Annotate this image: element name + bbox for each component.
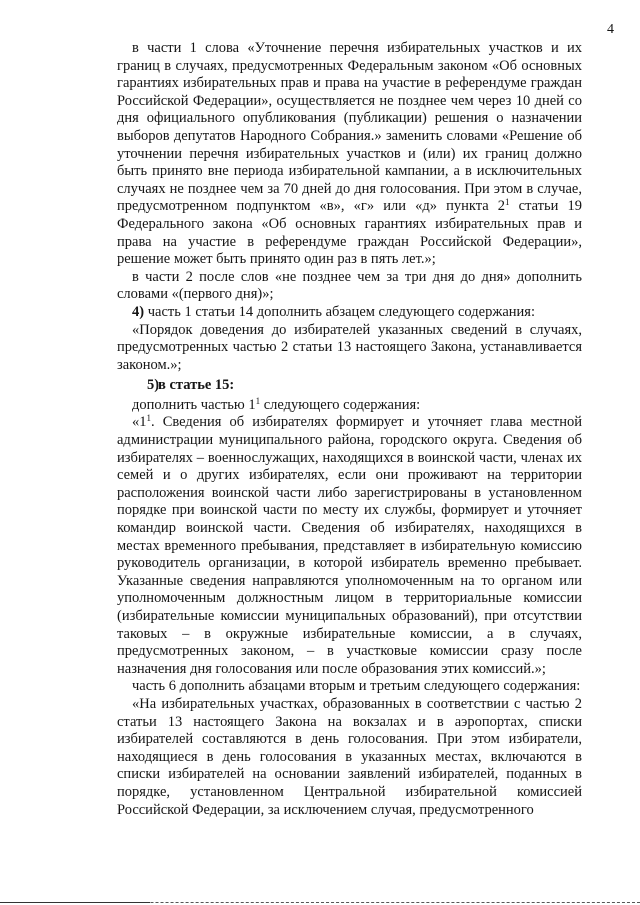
paragraph-item-4: 4) часть 1 статьи 14 дополнить абзацем следующего содержания:: [132, 303, 535, 320]
paragraph-item-4-text: «Порядок доведения до избирателей указанных сведений в случаях, предусмотренных частью 2 статьи 13 настоящего Закона, устанавливается законом.»;: [117, 321, 582, 373]
item-number: 5): [147, 377, 160, 394]
item-number: 4): [132, 303, 145, 320]
superscript: 1: [255, 395, 261, 406]
paragraph-voter-data: «$1^1$. Сведения об избирателях формирует и уточняет глава местной администрации муниципального района, городского округа. Сведения об избирателях – военнослужащих, находящихся в воинской части, членах их семей и о других избирателях, если они проживают на территории расположения воинской части либо зарегистрированы в установленном порядке при воинской части по месту их службы, формирует и уточняет командир воинской части. Сведения об избирателях, находящихся в местах временного пребывания, представляет в избирательную комиссию руководитель организации, в которой избиратель временно пребывает. Указанные сведения направляются уполномоченным на то органом или уполномоченным должностным лицом в территориальные комиссии (избирательные комиссии муниципальных образований), при отсутствии таковых – в окружные избирательные комиссии, а в случаях, предусмотренных законом, – в участковые комиссии сразу после назначения дня голосования или после образования этих комиссий.»;: [117, 413, 582, 677]
item-5-heading: 5)в статье 15:: [117, 377, 582, 395]
page-number: 4: [607, 22, 614, 37]
paragraph-stations: «На избирательных участках, образованных в соответствии с частью 2 статьи 13 настоящего Закона на вокзалах и в аэропортах, списки избирателей составляются в день голосования. При этом избиратели, находящиеся в день голосования в указанных местах, включаются в списки избирателей на основании заявлений избирателей, поданных в порядке, установленном Центральной избирательной комиссией Российской Федерации, за исключением случая, предусмотренного: [117, 695, 582, 818]
document-body: [117, 40, 582, 819]
paragraph-part-2-amendment: в части 2 после слов «не позднее чем за три дня до дня» дополнить словами «(первого дня)»;: [117, 268, 582, 303]
paragraph-part-1-amendment: в части 1 слова «Уточнение перечня избирательных участков и их границ в случаях, предусмотренных Федеральным законом «Об основных гарантиях избирательных прав и права на участие в референдуме граждан Российской Федерации», осуществляется не позднее чем через 10 дней со дня официального опубликования (публикации) решения о назначении выборов депутатов Народного Собрания.» заменить словами «Решение об уточнении перечня избирательных участков и (или) их границ должно быть принято вне периода избирательной кампании, а в исключительных случаях не позднее чем за 70 дней до дня голосования. При этом в случае, предусмотренном подпунктом «в», «г» или «д» пункта $2^1$ статьи 19 Федерального закона «Об основных гарантиях избирательных прав и права на участие в референдуме граждан Российской Федерации», решение может быть принято один раз в пять лет.»;: [117, 40, 582, 268]
paragraph-add-part: дополнить частью $1^1$ следующего содержания:: [132, 395, 421, 413]
superscript: 1: [505, 197, 510, 208]
superscript: 1: [146, 413, 151, 424]
paragraph-part-6: часть 6 дополнить абзацами вторым и третьим следующего содержания:: [132, 678, 581, 695]
bottom-rule-solid: [0, 902, 150, 903]
